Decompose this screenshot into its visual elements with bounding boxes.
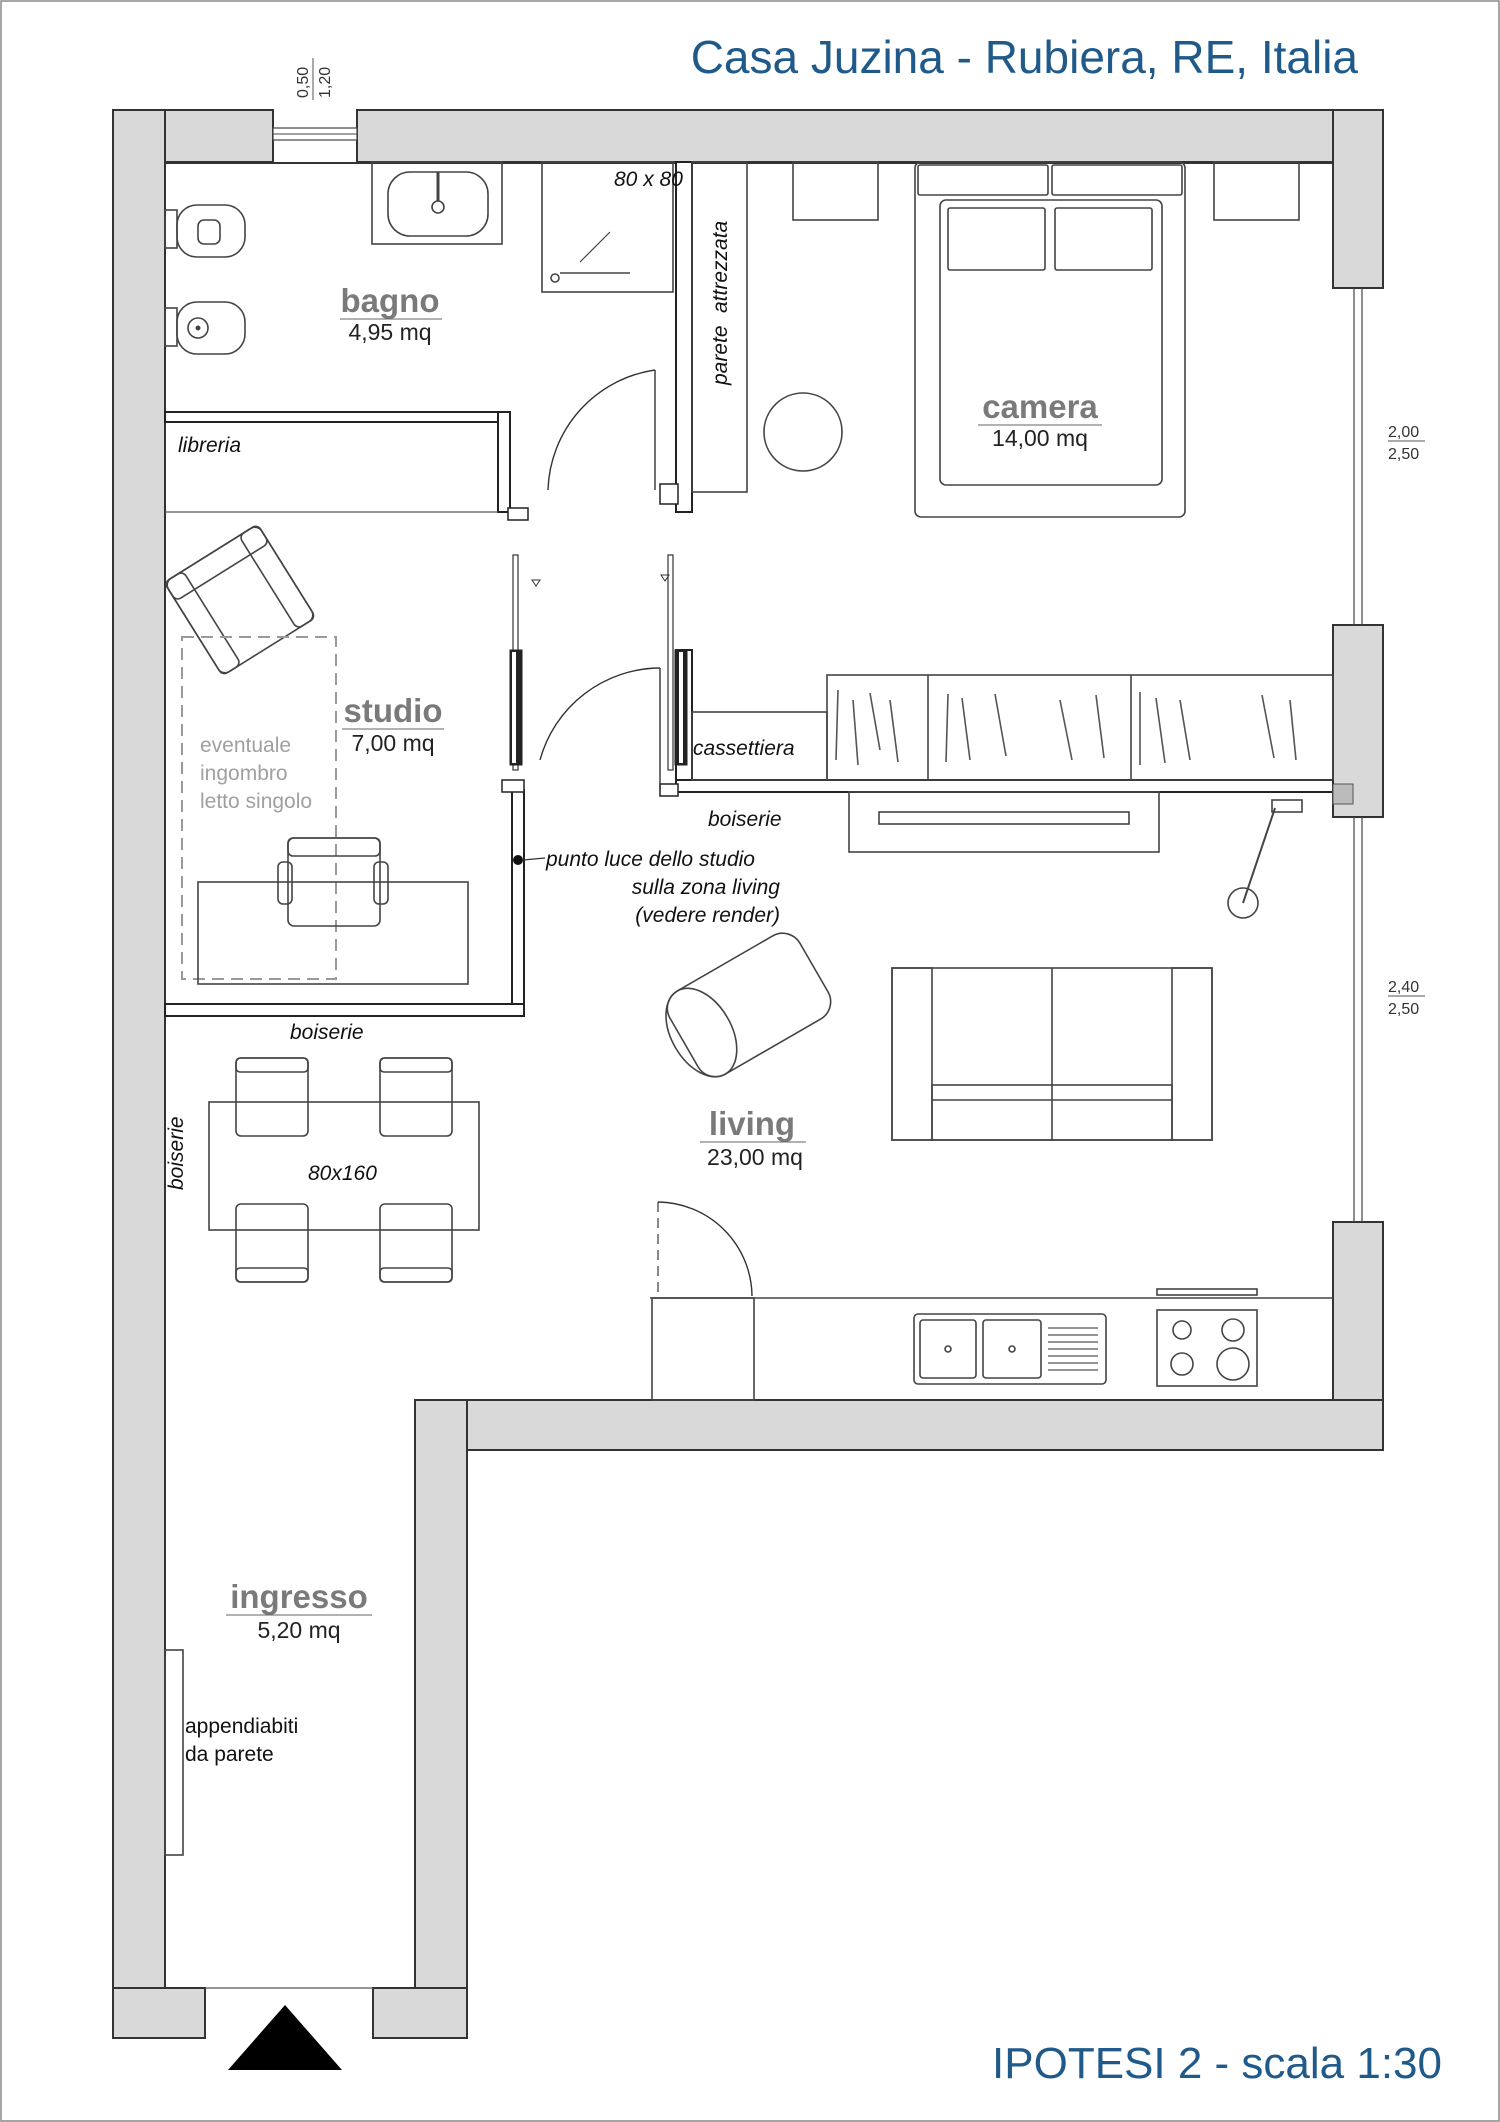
plan-subtitle: IPOTESI 2 - scala 1:30	[992, 2039, 1442, 2088]
coat-rack-icon	[165, 1650, 183, 1855]
plan-title: Casa Juzina - Rubiera, RE, Italia	[690, 31, 1358, 83]
dim-window-top-2: 1,20	[317, 66, 334, 98]
nightstand-right	[1214, 162, 1299, 220]
cooktop-icon	[1157, 1310, 1257, 1386]
lounge-chair-icon	[651, 926, 838, 1089]
attrezzata-label: attrezzata	[709, 220, 732, 313]
room-name-camera: camera	[982, 388, 1098, 425]
boiserie-label-living: boiserie	[708, 808, 782, 831]
parete-label: parete	[709, 325, 732, 385]
punto-luce-line2: sulla zona living	[631, 876, 780, 899]
window-dimensions	[295, 58, 1425, 1018]
desk-icon	[198, 882, 468, 984]
wall-right-top	[1333, 110, 1383, 288]
room-area-ingresso: 5,20 mq	[257, 1617, 341, 1643]
table-size-label: 80x160	[308, 1162, 377, 1185]
punto-luce-line3: (vedere render)	[635, 904, 780, 927]
armchair-icon	[164, 524, 316, 676]
wall-kitchen-bottom	[415, 1400, 1383, 1450]
dim-window-living-2: 2,50	[1388, 1001, 1420, 1018]
boiserie-label-wall: boiserie	[165, 1116, 188, 1190]
room-area-camera: 14,00 mq	[992, 425, 1088, 451]
wardrobe-icon	[827, 675, 1333, 780]
kitchen-cabinet	[652, 1298, 754, 1400]
room-name-ingresso: ingresso	[230, 1578, 368, 1615]
room-name-living: living	[708, 1105, 796, 1142]
dim-window-living-1: 2,40	[1388, 979, 1420, 996]
floor-lamp-icon	[1228, 800, 1302, 918]
room-name-studio: studio	[343, 692, 443, 729]
wall-ingresso-right	[415, 1400, 467, 2038]
window-bagno	[273, 128, 357, 140]
nightstand-left	[793, 162, 878, 220]
room-area-bagno: 4,95 mq	[348, 319, 432, 345]
kitchen	[650, 1289, 1333, 1400]
page-border	[1, 1, 1499, 2121]
tv-unit	[849, 792, 1159, 852]
room-area-studio: 7,00 mq	[351, 730, 435, 756]
double-bed-icon	[915, 162, 1185, 517]
eventuale-line1: eventuale	[200, 734, 292, 757]
dim-window-top-1: 0,50	[295, 66, 312, 98]
room-name-bagno: bagno	[340, 282, 440, 319]
wall-bottom-right	[373, 1988, 467, 2038]
entrance-triangle-icon	[228, 2005, 342, 2070]
round-table-icon	[764, 393, 842, 471]
shower-size-label: 80 x 80	[614, 168, 683, 191]
annotations	[165, 168, 795, 1766]
wall-left	[113, 110, 165, 2038]
appendiabiti-line2: da parete	[185, 1743, 274, 1766]
boiserie-label-dining: boiserie	[290, 1021, 364, 1044]
wall-bottom-left	[113, 1988, 205, 2038]
appendiabiti-line1: appendiabiti	[185, 1715, 299, 1738]
exterior-walls	[113, 110, 1383, 2038]
eventuale-line3: letto singolo	[200, 790, 313, 813]
wall-top-right	[357, 110, 1383, 162]
wc-icon	[165, 210, 177, 248]
eventuale-line2: ingombro	[200, 762, 288, 785]
room-area-living: 23,00 mq	[707, 1144, 803, 1170]
wardrobe-cassettiera	[692, 675, 1333, 780]
dim-window-camera-2: 2,50	[1388, 446, 1420, 463]
libreria-label: libreria	[178, 434, 242, 457]
camera-furniture	[764, 162, 1299, 517]
window-camera	[1354, 288, 1362, 625]
punto-luce-line1: punto luce dello studio	[546, 848, 755, 871]
cassettiera-label: cassettiera	[693, 737, 795, 760]
window-living	[1354, 817, 1362, 1222]
dim-window-camera-1: 2,00	[1388, 424, 1420, 441]
light-point-icon	[513, 855, 523, 865]
bidet-icon	[165, 308, 177, 346]
